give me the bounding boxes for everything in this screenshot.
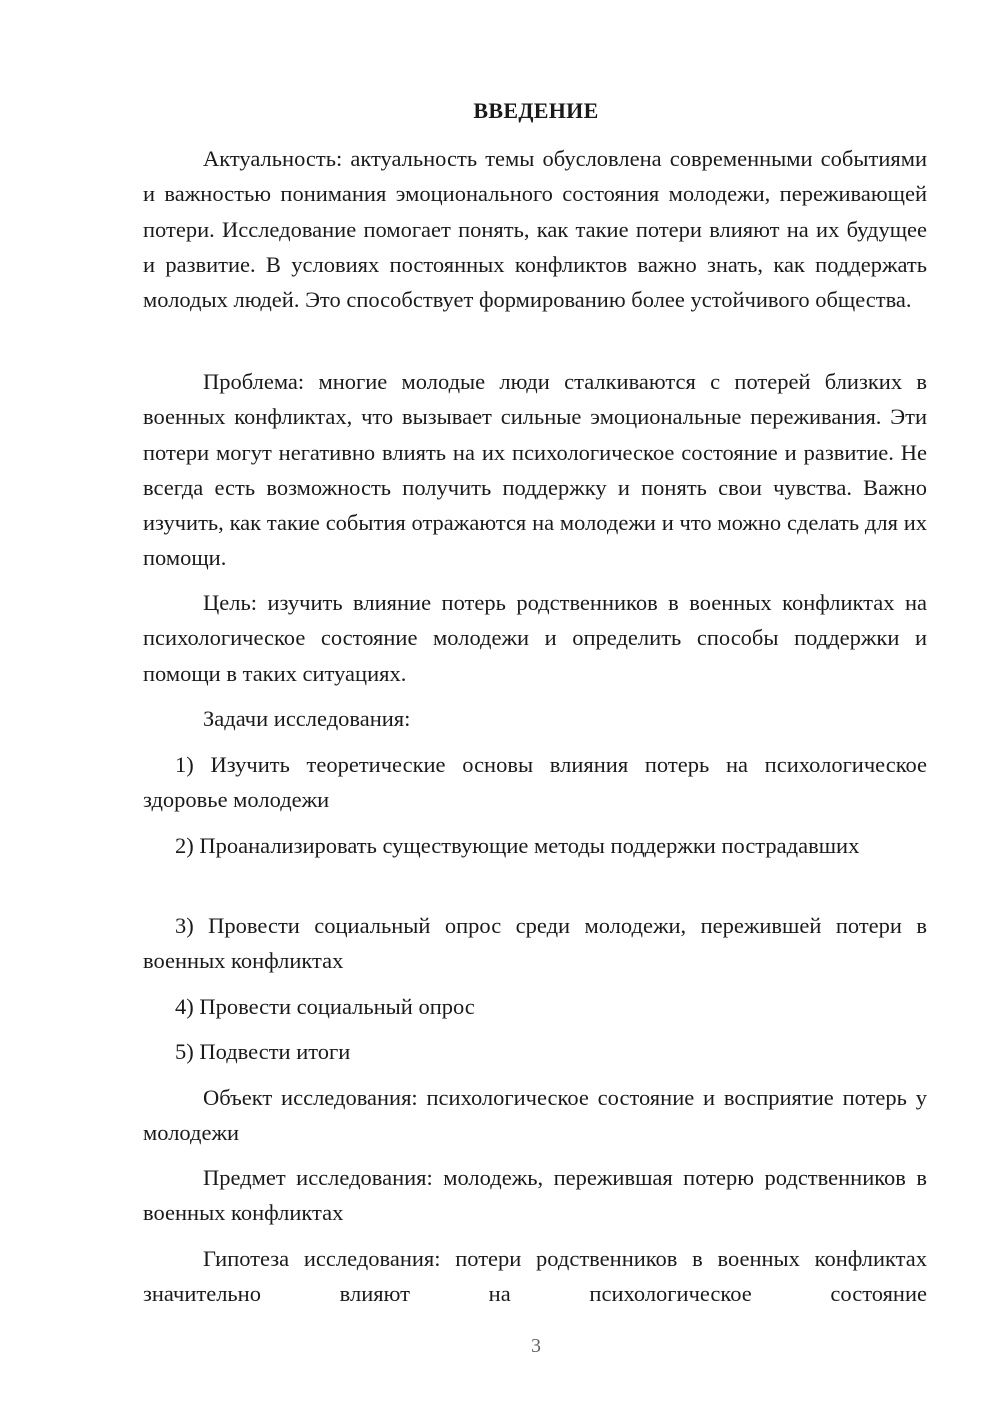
- paragraph-hypothesis: Гипотеза исследования: потери родственников в военных конфликтах значительно влияют на психологическое состояние: [143, 1246, 927, 1307]
- task-item-3: 3) Провести социальный опрос среди молодежи, пережившей потери в военных конфликтах: [143, 913, 927, 974]
- paragraph-object: Объект исследования: психологическое состояние и восприятие потерь у молодежи: [143, 1085, 927, 1146]
- paragraph-problem: Проблема: многие молодые люди сталкиваются с потерей близких в военных конфликтах, что вызывает сильные эмоциональные переживания. Эти потери могут негативно влиять на их психологическое состояние и развитие. Не всегда есть возможность получить поддержку и понять свои чувства. Важно изучить, как такие события отражаются на молодежи и что можно сделать для их помощи.: [143, 369, 927, 571]
- task-item-4: 4) Провести социальный опрос: [175, 994, 475, 1019]
- task-item-5: 5) Подвести итоги: [175, 1039, 351, 1064]
- page-heading: ВВЕДЕНИЕ: [473, 98, 599, 123]
- paragraph-relevance: Актуальность: актуальность темы обусловлена современными событиями и важностью понимания эмоционального состояния молодежи, переживающей потери. Исследование помогает понять, как такие потери влияют на их будущее и развитие. В условиях постоянных конфликтов важно знать, как поддержать молодых людей. Это способствует формированию более устойчивого общества.: [143, 146, 927, 313]
- task-item-2: 2) Проанализировать существующие методы поддержки пострадавших: [175, 833, 860, 858]
- page-number: 3: [531, 1335, 541, 1357]
- paragraph-goal: Цель: изучить влияние потерь родственников в военных конфликтах на психологическое состояние молодежи и определить способы поддержки и помощи в таких ситуациях.: [143, 590, 927, 686]
- tasks-title: Задачи исследования:: [203, 706, 411, 731]
- task-item-1: 1) Изучить теоретические основы влияния потерь на психологическое здоровье молодежи: [143, 752, 927, 813]
- paragraph-subject: Предмет исследования: молодежь, пережившая потерю родственников в военных конфликтах: [143, 1165, 927, 1226]
